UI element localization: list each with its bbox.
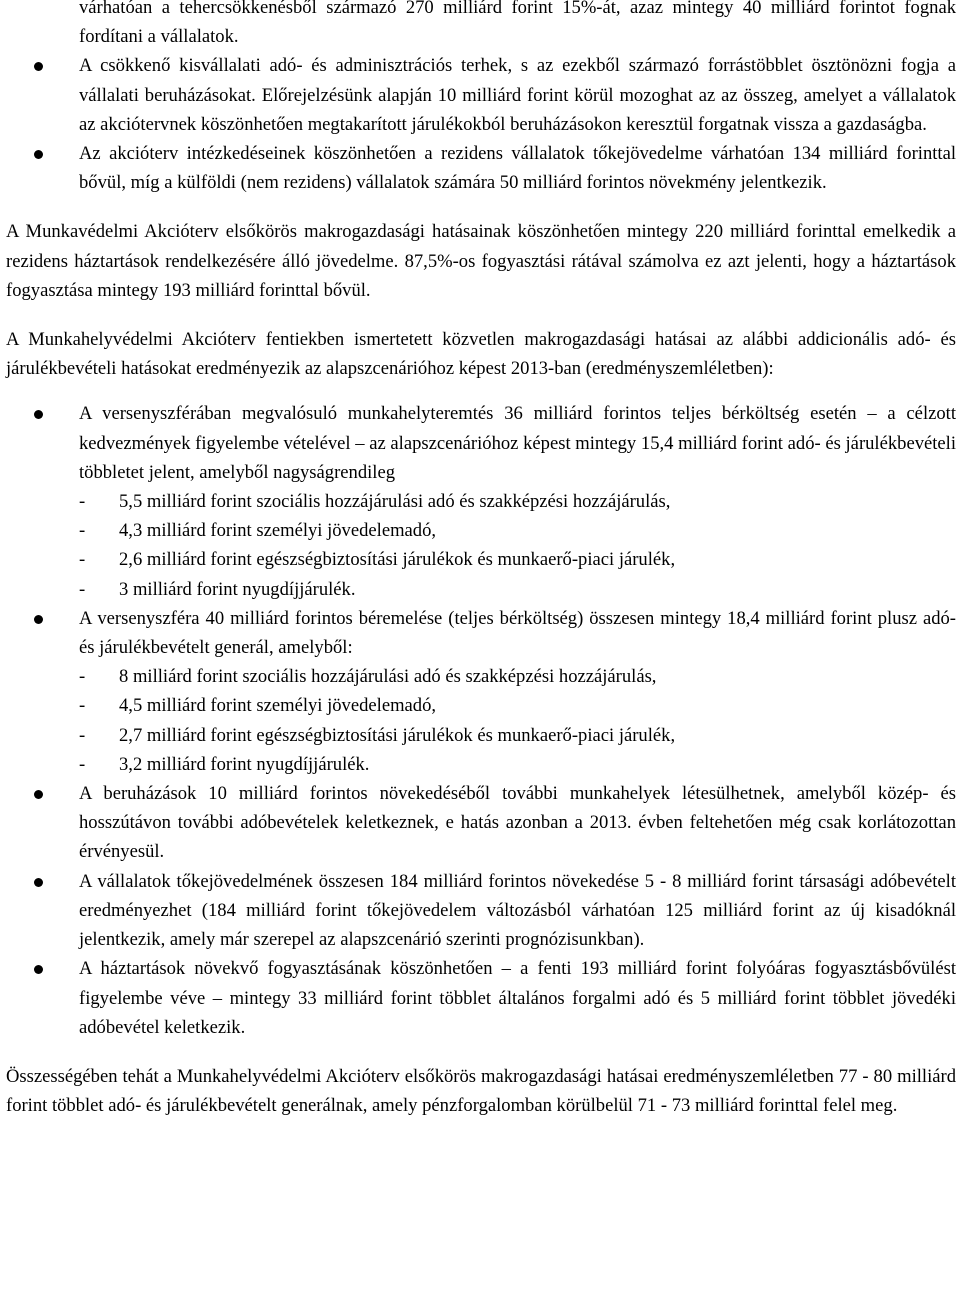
sub-list-text: 2,6 milliárd forint egészségbiztosítási járulékok és munkaerő-piaci járulék, (119, 549, 676, 571)
sub-list-text: 4,3 milliárd forint személyi jövedelemadó, (119, 520, 437, 542)
dash-mark: - (79, 549, 86, 571)
sub-list-item (79, 575, 956, 604)
paragraph-summary: Összességében tehát a Munkahelyvédelmi Akcióterv elsőkörös makrogazdasági hatásai eredményszemléletben 77 - 80 milliárd forint többlet adó- és járulékbevételt generálnak, amely pénzforgalomban körülbelül 71 - 73 milliárd forinttal felel meg. (6, 1065, 956, 1117)
sub-list-text: 3,2 milliárd forint nyugdíjjárulék. (119, 753, 370, 775)
bullet-text: A versenyszférában megvalósuló munkahelyteremtés 36 milliárd forintos teljes bérköltség esetén – a célzott kedvezmények figyelembe vételével – az alapszcenárióhoz képest mintegy 15,4 milliárd forint adó- és járulékbevételi többletet jelent, amelyből nagyságrendileg (79, 403, 956, 483)
dash-mark: - (79, 491, 86, 513)
bullet-text: A csökkenő kisvállalati adó- és adminisztrációs terhek, s az ezekből származó forrástöbblet ösztönözni fogja a vállalati beruházásokat. Előrejelzésünk alapján 10 milliárd forint körül mozoghat az az összeg, amelyet a vállalatok az akciótervnek köszönhetően megtakarított járulékokból beruházásokon keresztül forgatnak vissza a gazdaságba. (79, 55, 956, 135)
list-item (0, 604, 956, 779)
list-item (0, 779, 956, 867)
list-item (0, 867, 956, 955)
dash-mark: - (79, 578, 86, 600)
intro-continuation-text: várhatóan a tehercsökkenésből származó 270 milliárd forint 15%-át, azaz mintegy 40 milliárd forintot fognak fordítani a vállalatok. (79, 0, 956, 48)
bullet-icon (34, 62, 43, 71)
dash-mark: - (79, 666, 86, 688)
list-item (0, 139, 956, 197)
sub-list-text: 4,5 milliárd forint személyi jövedelemadó, (119, 695, 437, 717)
paragraph-tax-effects-intro: A Munkahelyvédelmi Akcióterv fentiekben ismertetett közvetlen makrogazdasági hatásai az alábbi addicionális adó- és járulékbevételi hatásokat eredményezik az alapszcenárióhoz képest 2013-ban (eredményszemléletben): (6, 329, 956, 380)
main-bullet-list (0, 399, 956, 1041)
sub-list (79, 487, 956, 604)
sub-list-text: 8 milliárd forint szociális hozzájárulási adó és szakképzési hozzájárulás, (119, 666, 657, 688)
sub-list-text: 2,7 milliárd forint egészségbiztosítási járulékok és munkaerő-piaci járulék, (119, 724, 676, 746)
sub-list-text: 5,5 milliárd forint szociális hozzájárulási adó és szakképzési hozzájárulás, (119, 491, 671, 513)
bullet-text: A beruházások 10 milliárd forintos növekedéséből további munkahelyek létesülhetnek, amelyből közép- és hosszútávon további adóbevételek keletkeznek, e hatás azonban a 2013. évben feltehetően még csak korlátozottan érvényesül. (79, 783, 956, 863)
dash-mark: - (79, 695, 86, 717)
sub-list-item (79, 691, 956, 720)
list-item-continuation (0, 0, 956, 51)
sub-list-text: 3 milliárd forint nyugdíjjárulék. (119, 578, 356, 600)
dash-mark: - (79, 724, 86, 746)
top-bullet-list (0, 0, 956, 197)
bullet-icon (34, 615, 43, 624)
bullet-icon (34, 965, 43, 974)
bullet-icon (34, 410, 43, 419)
bullet-text: A vállalatok tőkejövedelmének összesen 184 milliárd forintos növekedése 5 - 8 milliárd forint társasági adóbevételt eredményezhet (184 milliárd forint tőkejövedelem változásból várhatóan 125 milliárd forint az új kisadóknál jelentkezik, amely már szerepel az alapszcenárió szerinti prognózisunkban). (79, 870, 956, 951)
dash-mark: - (79, 520, 86, 542)
list-item (0, 954, 956, 1042)
dash-mark: - (79, 753, 86, 775)
sub-list (79, 662, 956, 779)
paragraph-household-income: A Munkavédelmi Akcióterv elsőkörös makrogazdasági hatásainak köszönhetően mintegy 220 milliárd forinttal emelkedik a rezidens háztartások rendelkezésére álló jövedelme. 87,5%-os fogyasztási rátával számolva ez azt jelenti, hogy a háztartások fogyasztása mintegy 193 milliárd forinttal bővül. (6, 221, 956, 301)
sub-list-item (79, 516, 956, 545)
bullet-icon (34, 878, 43, 887)
sub-list-item (79, 721, 956, 750)
sub-list-item (79, 487, 956, 516)
list-item (0, 399, 956, 603)
bullet-icon (34, 150, 43, 159)
bullet-text: A versenyszféra 40 milliárd forintos béremelése (teljes bérköltség) összesen mintegy 18,4 milliárd forint plusz adó- és járulékbevételt generál, amelyből: (79, 607, 956, 659)
list-item (0, 51, 956, 139)
sub-list-item (79, 545, 956, 574)
sub-list-item (79, 662, 956, 691)
bullet-icon (34, 790, 43, 799)
bullet-text: Az akcióterv intézkedéseinek köszönhetően a rezidens vállalatok tőkejövedelme várhatóan 134 milliárd forinttal bővül, míg a külföldi (nem rezidens) vállalatok számára 50 milliárd forintos növekmény jelentkezik. (79, 143, 956, 194)
bullet-text: A háztartások növekvő fogyasztásának köszönhetően – a fenti 193 milliárd forint folyóáras fogyasztásbővülést figyelembe véve – mintegy 33 milliárd forint többlet általános forgalmi adó és 5 milliárd forint többlet jövedéki adóbevétel keletkezik. (79, 958, 956, 1038)
sub-list-item (79, 750, 956, 779)
